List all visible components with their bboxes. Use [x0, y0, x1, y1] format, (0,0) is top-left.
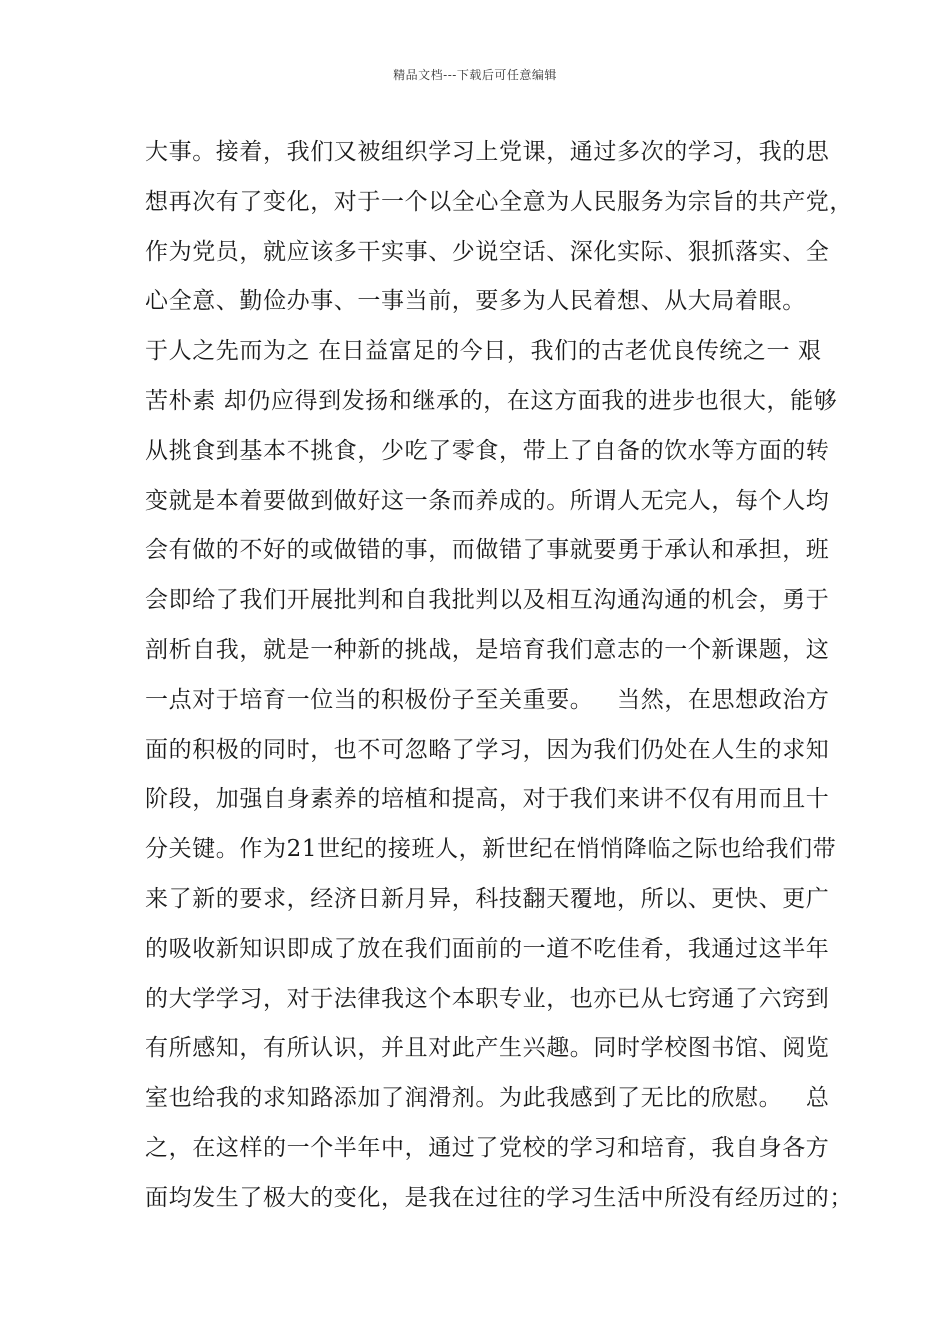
text-line: 苦朴素 却仍应得到发扬和继承的，在这方面我的进步也很大，能够: [145, 387, 838, 414]
text-line: 之，在这样的一个半年中，通过了党校的学习和培育，我自身各方: [145, 1134, 830, 1161]
document-body: [145, 135, 853, 1231]
text-line: 一点对于培育一位当的积极份子至关重要。 当然，在思想政治方: [145, 686, 830, 713]
text-line: 从挑食到基本不挑食，少吃了零食，带上了自备的饮水等方面的转: [145, 437, 830, 464]
text-line: 的吸收新知识即成了放在我们面前的一道不吃佳肴，我通过这半年: [145, 935, 830, 962]
text-line: 大事。接着，我们又被组织学习上党课，通过多次的学习，我的思: [145, 139, 830, 165]
text-line: 作为党员，就应该多干实事、少说空话、深化实际、狠抓落实、全: [145, 238, 830, 265]
text-line: 会有做的不好的或做错的事，而做错了事就要勇于承认和承担，班: [145, 537, 830, 564]
text-line: 的大学学习，对于法律我这个本职专业，也亦已从七窍通了六窍到: [145, 985, 830, 1012]
text-line: 面的积极的同时，也不可忽略了学习，因为我们仍处在人生的求知: [145, 736, 830, 763]
page-header: 精品文档---下载后可任意编辑: [393, 68, 557, 82]
text-line: 面均发生了极大的变化，是我在过往的学习生活中所没有经历过的；: [145, 1184, 853, 1211]
text-line: 来了新的要求，经济日新月异，科技翻天覆地，所以、更快、更广: [145, 885, 830, 912]
text-line: 变就是本着要做到做好这一条而养成的。所谓人无完人，每个人均: [145, 487, 830, 514]
text-line: 有所感知，有所认识，并且对此产生兴趣。同时学校图书馆、阅览: [145, 1035, 830, 1062]
text-line: 于人之先而为之 在日益富足的今日，我们的古老优良传统之一 艰: [145, 338, 822, 365]
text-line: 阶段，加强自身素养的培植和提高，对于我们来讲不仅有用而且十: [145, 786, 830, 813]
text-line: 想再次有了变化，对于一个以全心全意为人民服务为宗旨的共产党，: [145, 188, 853, 215]
text-line: 心全意、勤俭办事、一事当前，要多为人民着想、从大局着眼。: [145, 288, 806, 315]
text-line: 剖析自我，就是一种新的挑战，是培育我们意志的一个新课题，这: [145, 636, 830, 663]
text-line: 分关键。作为21世纪的接班人，新世纪在悄悄降临之际也给我们带: [145, 836, 837, 863]
text-line: 室也给我的求知路添加了润滑剂。为此我感到了无比的欣慰。 总: [145, 1085, 830, 1112]
text-line: 会即给了我们开展批判和自我批判以及相互沟通沟通的机会，勇于: [145, 587, 830, 614]
